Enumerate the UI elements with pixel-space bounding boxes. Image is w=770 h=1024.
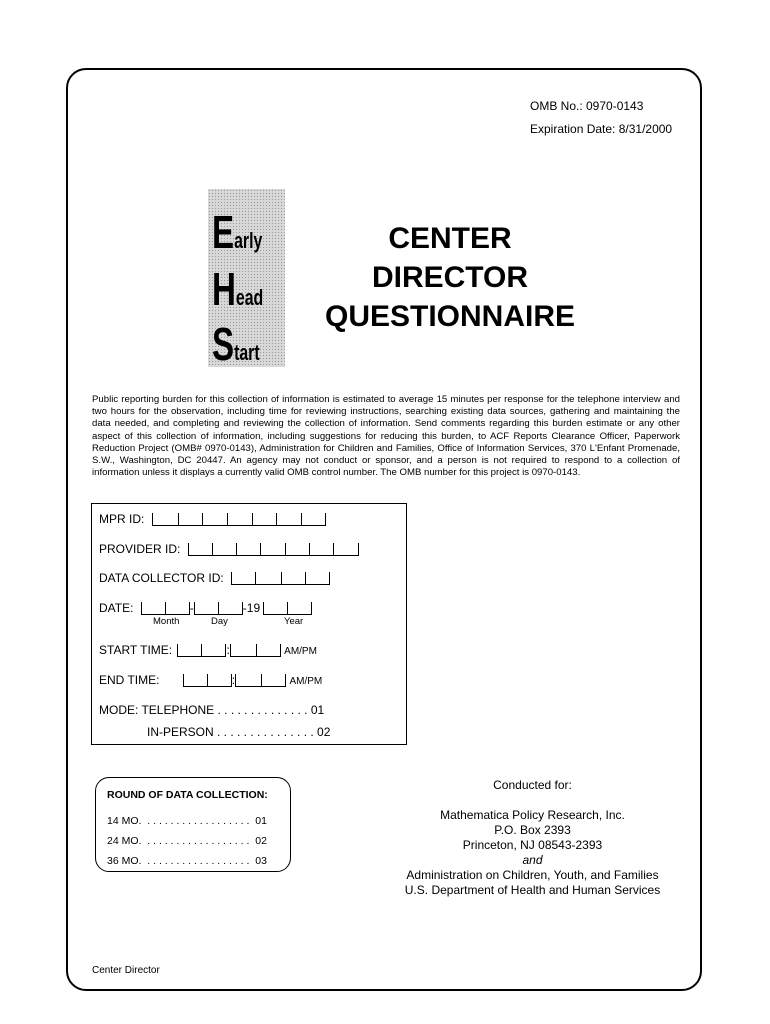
provider-id-field[interactable]: PROVIDER ID: (99, 542, 359, 556)
footer-label: Center Director (92, 965, 160, 976)
round-option-24mo[interactable]: 24 MO. . . . . . . . . . . . . . . . . . . 02 (107, 835, 267, 847)
round-option-14mo[interactable]: 14 MO. . . . . . . . . . . . . . . . . . . 01 (107, 815, 267, 827)
round-of-data-collection (95, 777, 291, 872)
address-line-2: Princeton, NJ 08543-2393 (462, 838, 603, 852)
logo-line-early: Early (212, 206, 263, 258)
start-time-field[interactable]: START TIME: : AM/PM (99, 643, 317, 657)
date-day-label: Day (211, 616, 228, 627)
org-mathematica: Mathematica Policy Research, Inc. (440, 808, 625, 822)
conducted-heading: Conducted for: (493, 778, 572, 792)
start-time-hour-boxes[interactable] (177, 644, 226, 657)
and-connector: and (522, 853, 543, 867)
provider-id-boxes[interactable] (188, 543, 359, 556)
end-time-minute-boxes[interactable] (235, 674, 286, 687)
round-option-36mo[interactable]: 36 MO. . . . . . . . . . . . . . . . . . . 03 (107, 855, 267, 867)
date-month-label: Month (153, 616, 180, 627)
mode-label: MODE: (99, 703, 139, 717)
date-field[interactable]: DATE: - -19 (99, 601, 312, 615)
date-year-label: Year (284, 616, 304, 627)
expiration-date: Expiration Date: 8/31/2000 (530, 122, 673, 136)
identification-form (91, 503, 407, 745)
end-time-hour-boxes[interactable] (183, 674, 232, 687)
data-collector-id-boxes[interactable] (231, 572, 330, 585)
round-title: ROUND OF DATA COLLECTION: (107, 789, 268, 801)
start-time-ampm[interactable]: AM/PM (284, 646, 317, 657)
date-month-boxes[interactable] (141, 602, 190, 615)
early-head-start-logo (208, 189, 285, 370)
logo-line-head: Head (212, 263, 264, 315)
end-time-ampm[interactable]: AM/PM (289, 676, 323, 687)
omb-number: OMB No.: 0970-0143 (530, 99, 644, 113)
org-acyf: Administration on Children, Youth, and Families (406, 868, 659, 882)
mode-option-telephone[interactable]: TELEPHONE . . . . . . . . . . . . . . 01 (141, 703, 325, 717)
mpr-id-boxes[interactable] (152, 513, 326, 526)
date-day-boxes[interactable] (194, 602, 243, 615)
burden-statement: Public reporting burden for this collection of information is estimated to average 15 minutes per response for the telephone interview and two hours for the observation, including time for reviewing instructions, searching existing data sources, gathering and maintaining the data needed, and completing and reviewing the collection of information. Send comments regarding this burden estimate or any other aspect of this collection of information, including suggestions for reducing this burden, to ACF Reports Clearance Officer, Paperwork Reduction Project (OMB# 0970-0143), Administration for Children and Families, Office of Information Services, 370 L'Enfant Promenade, S.W., Washington, DC 20447. An agency may not conduct or sponsor, and a person is not required to respond to a collection of information unless it displays a currently valid OMB control number. The OMB number for this project is 0970-0143. (92, 394, 680, 479)
mode-field (99, 703, 324, 717)
end-time-field[interactable]: END TIME: : AM/PM (99, 673, 323, 687)
mode-option-in-person[interactable]: IN-PERSON . . . . . . . . . . . . . . . 02 (147, 725, 331, 739)
logo-line-start: Start (212, 318, 260, 370)
org-hhs: U.S. Department of Health and Human Services (404, 883, 661, 897)
start-time-minute-boxes[interactable] (230, 644, 281, 657)
omb-info (530, 95, 672, 141)
date-year-boxes[interactable] (263, 602, 312, 615)
document-title: CENTER DIRECTOR QUESTIONNAIRE (324, 222, 576, 333)
mpr-id-field[interactable]: MPR ID: (99, 512, 326, 526)
address-line-1: P.O. Box 2393 (494, 823, 571, 837)
data-collector-id-field[interactable]: DATA COLLECTOR ID: (99, 571, 330, 585)
conducted-for-block (395, 778, 670, 898)
